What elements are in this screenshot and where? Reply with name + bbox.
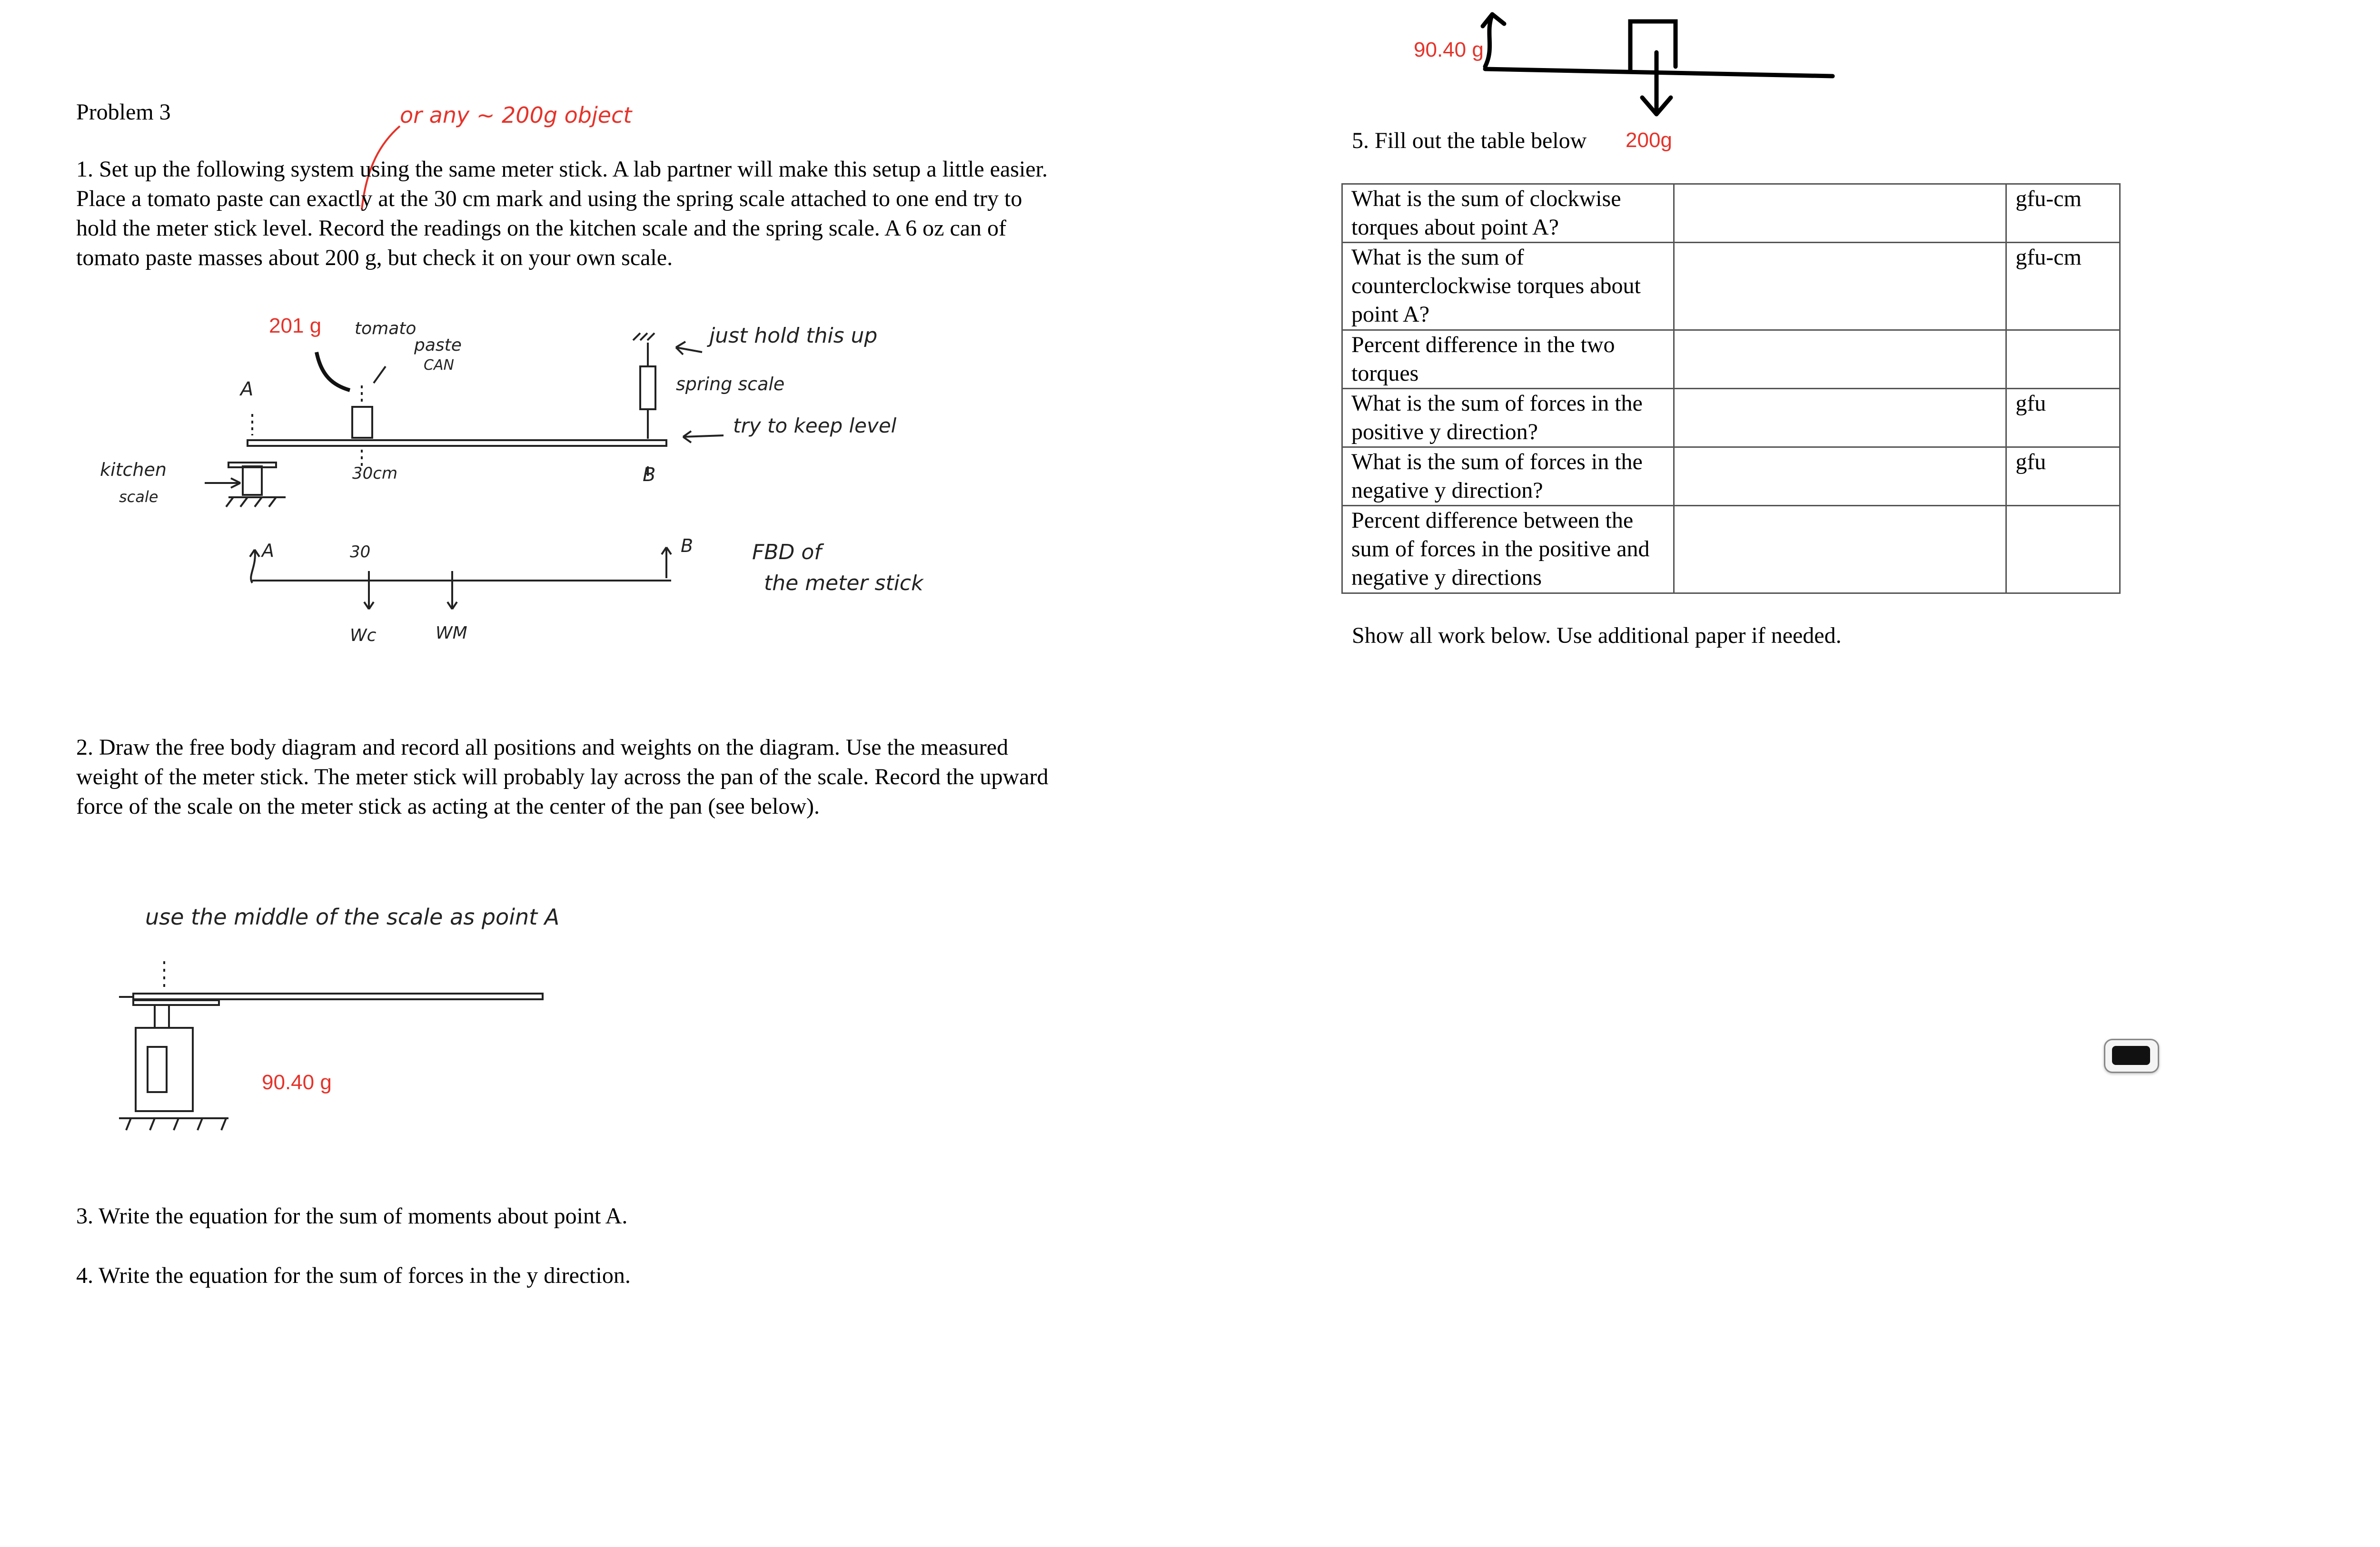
step-4-text: 4. Write the equation for the sum of forces in the y direction. bbox=[76, 1263, 631, 1288]
table-answer-cell[interactable] bbox=[1674, 389, 2006, 447]
problem-title: Problem 3 bbox=[76, 99, 171, 125]
table-unit: gfu bbox=[2006, 447, 2120, 506]
table-unit: gfu-cm bbox=[2006, 243, 2120, 330]
stick-reading: 90.40 g bbox=[262, 1071, 332, 1094]
fbd-arrow-a bbox=[250, 550, 259, 583]
table-row bbox=[1342, 243, 2120, 330]
keyboard-icon[interactable] bbox=[2104, 1039, 2159, 1073]
label-scale: scale bbox=[119, 488, 159, 506]
can-reading: 201 g bbox=[269, 314, 322, 337]
table-row bbox=[1342, 389, 2120, 447]
spring-scale bbox=[640, 366, 655, 409]
fbd-title-2: the meter stick bbox=[764, 571, 923, 595]
table-answer-cell[interactable] bbox=[1674, 447, 2006, 506]
table-answer-cell[interactable] bbox=[1674, 243, 2006, 330]
label-30cm: 30cm bbox=[352, 464, 398, 483]
label-point-b: B bbox=[643, 464, 656, 486]
table-unit bbox=[2006, 330, 2120, 389]
table-question: What is the sum of forces in the negative y direction? bbox=[1342, 447, 1674, 506]
handwritten-note-object: or any ~ 200g object bbox=[400, 102, 632, 128]
fbd-label-b: B bbox=[681, 535, 694, 556]
results-table bbox=[1341, 183, 2121, 594]
table-question: Percent difference between the sum of forces in the positive and negative y directions bbox=[1342, 506, 1674, 593]
table-row bbox=[1342, 506, 2120, 593]
fbd-arrow-b bbox=[662, 547, 671, 578]
scale-sketch bbox=[109, 952, 585, 1152]
fbd-label-30: 30 bbox=[350, 542, 371, 562]
top-sketch bbox=[1466, 0, 1847, 133]
fbd-label-wm: WM bbox=[436, 623, 467, 643]
fbd-title-1: FBD of bbox=[752, 540, 822, 564]
meter-stick bbox=[248, 440, 666, 446]
label-just-hold: just hold this up bbox=[709, 324, 878, 348]
top-reading: 90.40 g bbox=[1414, 38, 1484, 61]
fbd-label-a: A bbox=[262, 540, 274, 561]
label-keep-level: try to keep level bbox=[733, 414, 897, 437]
keyboard-thumbnail-preview bbox=[2112, 1046, 2150, 1065]
step-2-text: 2. Draw the free body diagram and record all positions and weights on the diagram. Use the measured weight of the meter stick. The meter stick will probably lay across the pan of the scale. Record the upward force of the scale on the meter stick as acting at the center of the pan (see below). bbox=[76, 735, 1049, 819]
fbd-label-wc: Wc bbox=[350, 626, 377, 645]
label-spring-scale: spring scale bbox=[676, 374, 785, 394]
table-unit: gfu bbox=[2006, 389, 2120, 447]
table-answer-cell[interactable] bbox=[1674, 506, 2006, 593]
label-kitchen: kitchen bbox=[100, 459, 167, 480]
table-note: 200g bbox=[1626, 128, 1672, 152]
tomato-can bbox=[352, 407, 372, 438]
table-unit bbox=[2006, 506, 2120, 593]
table-answer-cell[interactable] bbox=[1674, 330, 2006, 389]
figure2-caption: use the middle of the scale as point A bbox=[145, 904, 560, 930]
table-unit: gfu-cm bbox=[2006, 184, 2120, 243]
table-row bbox=[1342, 330, 2120, 389]
step-3-text: 3. Write the equation for the sum of moments about point A. bbox=[76, 1203, 628, 1229]
kitchen-scale-box bbox=[136, 1028, 193, 1111]
table-question: What is the sum of forces in the positive y direction? bbox=[1342, 389, 1674, 447]
label-tomato: tomato bbox=[355, 319, 416, 338]
step-5-text: 5. Fill out the table below bbox=[1352, 128, 1587, 153]
table-row bbox=[1342, 184, 2120, 243]
kitchen-scale bbox=[243, 466, 262, 495]
show-work-text: Show all work below. Use additional paper if needed. bbox=[1352, 623, 1842, 648]
table-question: Percent difference in the two torques bbox=[1342, 330, 1674, 389]
table-answer-cell[interactable] bbox=[1674, 184, 2006, 243]
table-question: What is the sum of counterclockwise torques about point A? bbox=[1342, 243, 1674, 330]
table-question: What is the sum of clockwise torques about point A? bbox=[1342, 184, 1674, 243]
table-row bbox=[1342, 447, 2120, 506]
step-1-text: 1. Set up the following system using the same meter stick. A lab partner will make this setup a little easier. Place a tomato paste can exactly at the 30 cm mark and using the spring scale attached to one end try to hold the meter stick level. Record the readings on the kitchen scale and the spring scale. A 6 oz can of tomato paste masses about 200 g, but check it on your own scale. bbox=[76, 157, 1048, 270]
label-point-a: A bbox=[240, 378, 254, 400]
label-paste: paste bbox=[414, 335, 462, 355]
label-can: CAN bbox=[424, 357, 454, 374]
